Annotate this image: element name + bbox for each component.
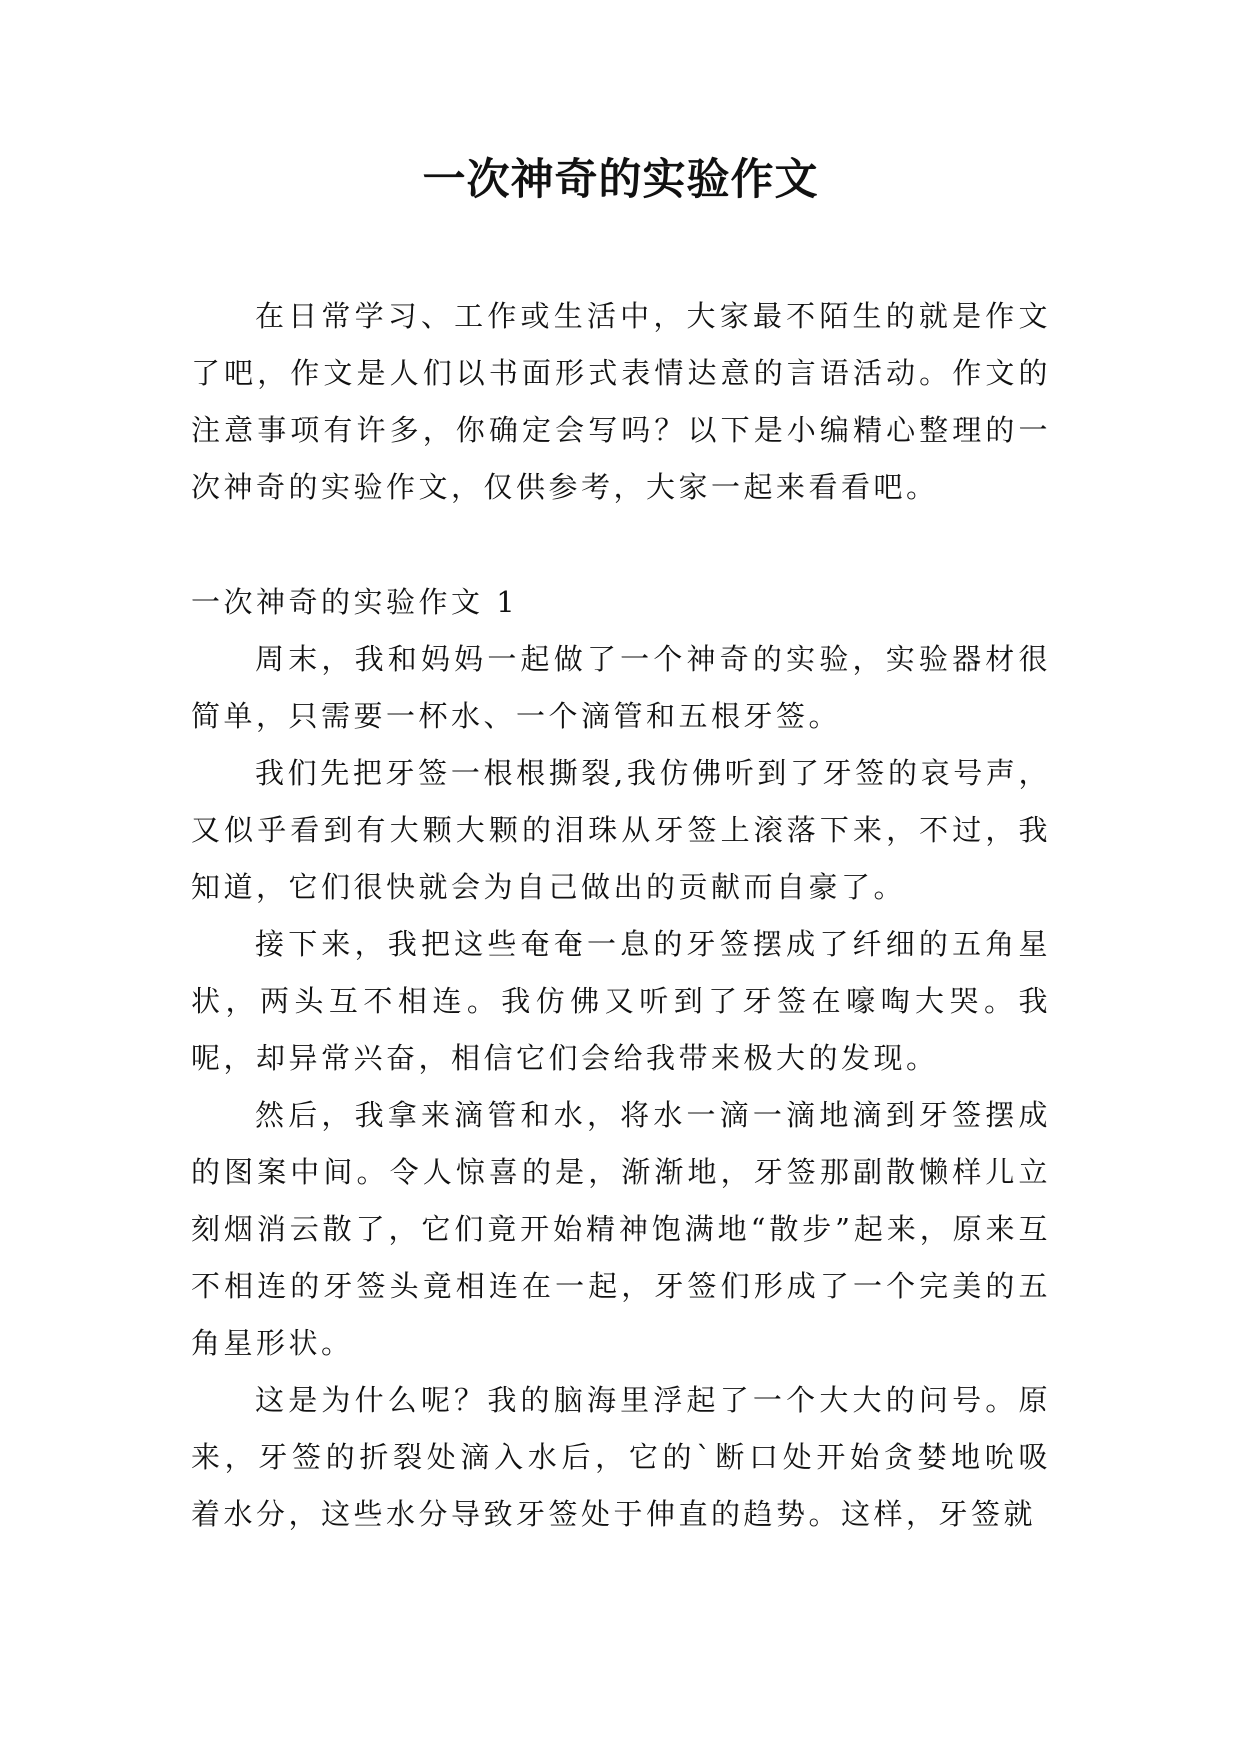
section-heading: 一次神奇的实验作文 1 — [191, 585, 519, 619]
document-title: 一次神奇的实验作文 — [422, 155, 819, 205]
body-paragraph: 这是为什么呢？我的脑海里浮起了一个大大的问号。原来，牙签的折裂处滴入水后，它的`断口处开始贪婪地吮吸着水分，这些水分导致牙签处于伸直的趋势。这样，牙签就 — [191, 1383, 1051, 1531]
body-paragraph: 周末，我和妈妈一起做了一个神奇的实验，实验器材很简单，只需要一杯水、一个滴管和五根牙签。 — [191, 642, 1051, 733]
body-paragraph: 接下来，我把这些奄奄一息的牙签摆成了纤细的五角星状，两头互不相连。我仿佛又听到了牙签在嚎啕大哭。我呢，却异常兴奋，相信它们会给我带来极大的发现。 — [191, 927, 1051, 1075]
intro-paragraph: 在日常学习、工作或生活中，大家最不陌生的就是作文了吧，作文是人们以书面形式表情达意的言语活动。作文的注意事项有许多，你确定会写吗？以下是小编精心整理的一次神奇的实验作文，仅供参考，大家一起来看看吧。 — [191, 299, 1051, 504]
document-body — [191, 288, 1051, 1543]
body-paragraph: 我们先把牙签一根根撕裂,我仿佛听到了牙签的哀号声，又似乎看到有大颗大颗的泪珠从牙签上滚落下来，不过，我知道，它们很快就会为自己做出的贡献而自豪了。 — [191, 756, 1051, 904]
body-paragraph: 然后，我拿来滴管和水，将水一滴一滴地滴到牙签摆成的图案中间。令人惊喜的是，渐渐地，牙签那副散懒样儿立刻烟消云散了，它们竟开始精神饱满地“散步”起来，原来互不相连的牙签头竟相连在一起，牙签们形成了一个完美的五角星形状。 — [191, 1098, 1051, 1360]
